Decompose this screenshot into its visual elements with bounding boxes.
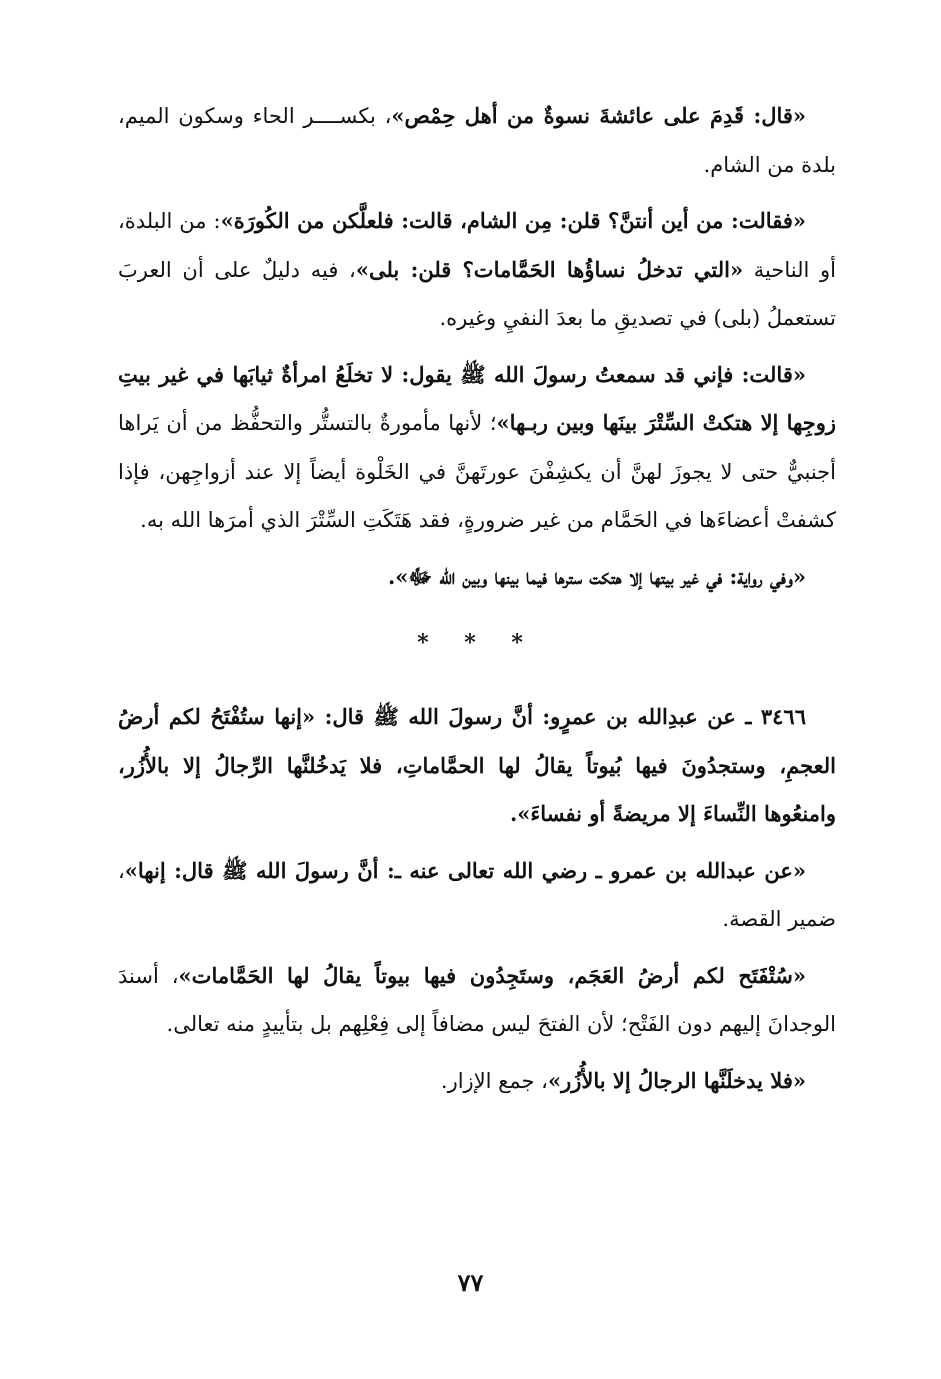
page-number: ٧٧ (457, 1268, 484, 1297)
top-paragraph (118, 92, 836, 189)
quoted-text: «وفي رواية: في غير بيتها إلا هتكت سترها فيما بينها وبين الله ﷻ». (387, 563, 806, 589)
quoted-text: «فلا يدخلَنَّها الرجالُ إلا بالأُزُر» (547, 1067, 806, 1093)
bottom-paragraph (118, 1057, 836, 1106)
commentary-text: : من البلدة، أو الناحية (118, 209, 836, 282)
top-paragraph (118, 553, 836, 602)
quoted-text: ٣٤٦٦ ـ عن عبدِالله بن عمرٍو: أنَّ رسولَ الله ﷺ قال: «إنها ستُفْتَحُ لكم أرضُ العجمِ، وستجدُونَ فيها بُيوتاً يقالُ لها الحمَّاماتِ، فلا يَدخُلنَّها الرِّجالُ إلا بالأُزُر، وامنعُوها النِّساءَ إلا مريضةً أو نفساءَ». (118, 704, 836, 826)
commentary-text: ، جمع الإزار. (440, 1068, 548, 1093)
commentary-text: ، بكســــر الحاء وسكون الميم، بلدة من الشام. (118, 104, 836, 177)
bottom-paragraph (118, 952, 836, 1049)
bottom-paragraph (118, 847, 836, 944)
page-body (118, 92, 836, 1113)
commentary-text: ، أسندَ الوجدانَ إليهم دون الفَتْح؛ لأن الفتحَ ليس مضافاً إلى فِعْلِهم بل بتأييدٍ منه تعالى. (118, 963, 836, 1036)
quoted-text: «فقالت: من أين أنتنَّ؟ قلن: مِن الشام، قالت: فلعلَّكن من الكُورَة» (220, 208, 806, 233)
quoted-text: «عن عبدالله بن عمرو ـ رضي الله تعالى عنه ـ: أنَّ رسولَ الله ﷺ قال: إنها» (124, 857, 806, 883)
commentary-top-section (118, 92, 836, 601)
quoted-text: «سُتْفَتَح لكم أرضُ العَجَم، وستَجِدُون فيها بيوتاً يقالُ لها الحَمَّامات» (178, 962, 806, 988)
hadith-3466-section (118, 693, 836, 1105)
commentary-text: ، فيه دليلٌ على أن العربَ تستعملُ (بلى) في تصديقِ ما بعدَ النفيِ وغيره. (118, 257, 836, 330)
top-paragraph (118, 351, 836, 545)
quoted-text: «التي تدخلُ نساؤُها الحَمَّامات؟ قلن: بلى» (355, 256, 744, 282)
bottom-paragraph (118, 693, 836, 839)
commentary-text: ؛ لأنها مأمورةٌ بالتستُّر والتحفُّظ من أن يَراها أجنبيٌّ حتى لا يجوزَ لهنَّ أن يكشِفْنَ عورتَهنَّ في الخَلْوة أيضاً إلا عند أزواجِهن، فإذا كشفتْ أعضاءَها في الحَمَّام من غير ضرورةٍ، فقد هَتَكَتِ السِّتْرَ الذي أمرَها الله به. (118, 411, 836, 532)
quoted-text: «قال: قَدِمَ على عائشةَ نسوةٌ من أهل حِمْص» (391, 103, 807, 128)
section-separator: * * * (417, 630, 537, 656)
quoted-text: «قالت: فإني قد سمعتُ رسولَ الله ﷺ يقول: لا تخلَعُ امرأةٌ ثيابَها في غير بيتِ زوجِها إلا هتكتْ السِّتْرَ بينَها وبين ربـها» (118, 361, 836, 435)
commentary-text: ، ضمير القصة. (118, 858, 836, 931)
top-paragraph (118, 197, 836, 343)
